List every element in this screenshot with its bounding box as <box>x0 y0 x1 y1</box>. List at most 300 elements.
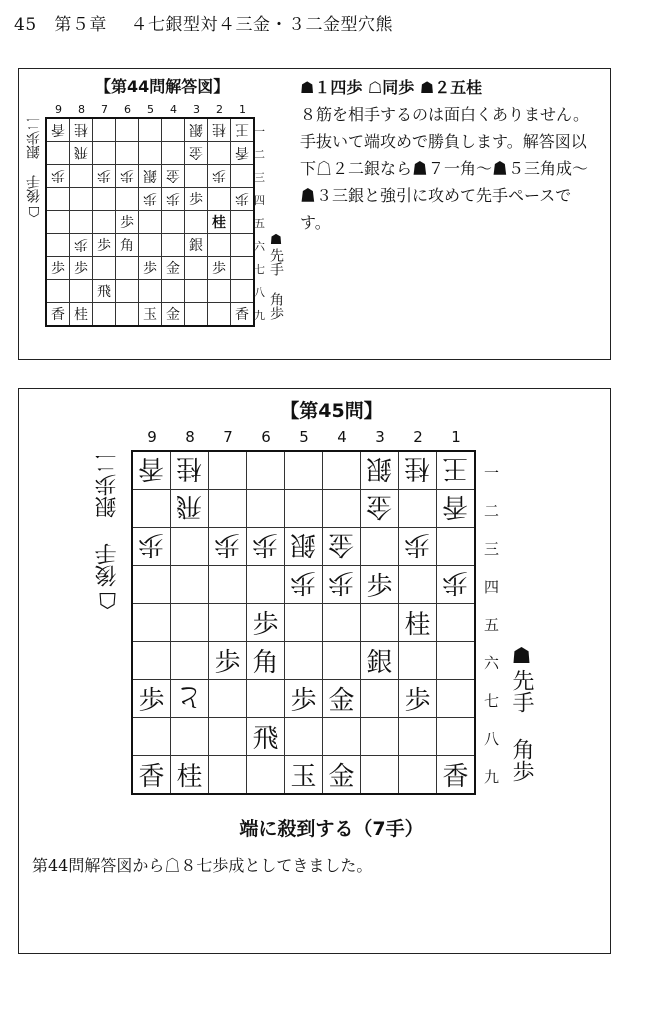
board-square <box>437 718 476 756</box>
file-label: 5 <box>147 103 154 116</box>
sente-piece: 飛 <box>97 284 111 300</box>
board-square <box>209 566 247 604</box>
gote-piece: 王 <box>442 453 469 483</box>
board-rank-row <box>132 756 475 795</box>
gote-piece: 歩 <box>252 529 279 559</box>
gote-piece: 桂 <box>74 121 88 137</box>
board-square <box>116 234 139 257</box>
gote-piece: 歩 <box>97 167 111 183</box>
board-square <box>361 642 399 680</box>
sente-piece: 飛 <box>252 724 279 754</box>
sente-piece: 歩 <box>143 261 157 277</box>
board-square <box>70 165 93 188</box>
board-square <box>46 303 70 327</box>
board-square <box>208 188 231 211</box>
board-square <box>361 490 399 528</box>
gote-piece: 歩 <box>138 529 165 559</box>
sente-mark-icon: ☗ <box>509 644 534 669</box>
sente-piece: 桂 <box>176 762 203 792</box>
rank-label: 九 <box>484 768 500 786</box>
board-square <box>70 234 93 257</box>
sente-piece: 歩 <box>212 261 226 277</box>
board-square <box>185 165 208 188</box>
problem45-intro: 第44問解答図から☖８七歩成としてきました。 <box>32 856 373 875</box>
rank-label: 三 <box>484 540 500 558</box>
answer44-gote-info <box>24 117 44 219</box>
board-rank-row <box>132 528 475 566</box>
rank-label: 九 <box>254 309 265 322</box>
file-label: 4 <box>170 103 177 116</box>
board-square <box>171 451 209 490</box>
file-label: 3 <box>375 428 385 446</box>
board-square <box>171 642 209 680</box>
gote-piece: 飛 <box>176 491 203 521</box>
board-square <box>323 756 361 795</box>
board-square <box>185 142 208 165</box>
gote-piece: 歩 <box>328 567 355 597</box>
board-square <box>185 234 208 257</box>
board-rank-row <box>46 142 254 165</box>
board-square <box>361 756 399 795</box>
gote-piece: と <box>176 681 203 711</box>
board-square <box>171 756 209 795</box>
board-square <box>208 257 231 280</box>
board-rank-row <box>46 234 254 257</box>
problem45-board <box>131 450 476 795</box>
board-square <box>247 490 285 528</box>
board-square <box>323 604 361 642</box>
board-square <box>171 604 209 642</box>
sente-piece: 香 <box>51 307 65 323</box>
rank-label: 五 <box>484 616 500 634</box>
sente-piece: 角 <box>252 648 279 678</box>
board-square <box>162 118 185 142</box>
board-square <box>437 566 476 604</box>
sente-piece: 金 <box>328 762 355 792</box>
board-square <box>231 280 255 303</box>
sente-piece: 歩 <box>290 686 317 716</box>
board-square <box>399 490 437 528</box>
board-square <box>93 118 116 142</box>
board-square <box>162 280 185 303</box>
file-label: 9 <box>55 103 62 116</box>
sente-piece: 歩 <box>138 686 165 716</box>
gote-piece: 桂 <box>176 453 203 483</box>
file-label: 1 <box>451 428 461 446</box>
board-square <box>323 680 361 718</box>
file-label: 2 <box>413 428 423 446</box>
gote-piece: 歩 <box>143 190 157 206</box>
sente-piece: 金 <box>166 307 180 323</box>
sente-piece: 香 <box>235 307 249 323</box>
rank-label: 四 <box>484 578 500 596</box>
problem45-caption: 端に殺到する（7手） <box>239 818 424 840</box>
problem45-gote-hand: 銀歩二 <box>95 452 120 518</box>
board-square <box>139 188 162 211</box>
board-square <box>399 718 437 756</box>
board-square <box>437 490 476 528</box>
board-rank-row <box>132 566 475 604</box>
gote-mark-icon: ☖ <box>95 587 120 612</box>
board-square <box>231 165 255 188</box>
board-square <box>70 118 93 142</box>
file-label: 8 <box>185 428 195 446</box>
file-label: 5 <box>299 428 309 446</box>
rank-label: 四 <box>254 194 265 207</box>
board-square <box>437 528 476 566</box>
file-label: 7 <box>223 428 233 446</box>
board-square <box>247 604 285 642</box>
gote-piece: 香 <box>442 491 469 521</box>
board-square <box>139 142 162 165</box>
board-square <box>70 188 93 211</box>
sente-piece: 金 <box>166 261 180 277</box>
gote-piece: 金 <box>166 167 180 183</box>
gote-piece: 王 <box>235 121 249 137</box>
gote-piece: 歩 <box>212 167 226 183</box>
page-header <box>14 10 393 35</box>
chapter-title: ４七銀型対４三金・３二金型穴熊 <box>130 15 393 35</box>
board-rank-row <box>132 718 475 756</box>
problem45-title: 【第45問】 <box>280 400 383 422</box>
board-square <box>93 280 116 303</box>
gote-piece: 金 <box>189 144 203 160</box>
board-rank-row <box>132 642 475 680</box>
board-square <box>323 490 361 528</box>
gote-piece: 飛 <box>74 144 88 160</box>
board-square <box>116 188 139 211</box>
board-square <box>46 234 70 257</box>
sente-piece: 香 <box>442 762 469 792</box>
board-square <box>185 280 208 303</box>
sente-piece: 歩 <box>51 261 65 277</box>
answer44-commentary: ８筋を相手するのは面白くありません。手抜いて端攻めで勝負します。解答図以下☖２二銀なら☗７一角〜☗５三角成〜☗３三銀と強引に攻めて先手ペースです。 <box>300 105 589 232</box>
gote-piece: 歩 <box>442 567 469 597</box>
sente-piece: 玉 <box>290 762 317 792</box>
board-square <box>437 756 476 795</box>
gote-piece: 銀 <box>189 121 203 137</box>
gote-piece: 銀 <box>143 167 157 183</box>
sente-piece: 桂 <box>74 307 88 323</box>
board-square <box>70 211 93 234</box>
board-square <box>247 718 285 756</box>
board-square <box>209 642 247 680</box>
gote-piece: 歩 <box>214 529 241 559</box>
sente-piece: 歩 <box>366 572 393 602</box>
board-square <box>162 257 185 280</box>
gote-piece: 歩 <box>74 236 88 252</box>
board-square <box>93 257 116 280</box>
board-square <box>46 211 70 234</box>
board-square <box>139 234 162 257</box>
board-square <box>132 718 171 756</box>
board-square <box>247 680 285 718</box>
page-number: 45 <box>14 15 37 35</box>
rank-label: 八 <box>254 286 265 299</box>
gote-piece: 歩 <box>235 190 249 206</box>
gote-piece: 香 <box>235 144 249 160</box>
board-square <box>231 118 255 142</box>
rank-label: 二 <box>254 148 265 161</box>
problem45-sente-label: 先手 <box>509 669 534 713</box>
board-square <box>208 303 231 327</box>
board-square <box>285 756 323 795</box>
board-rank-row <box>132 490 475 528</box>
rank-label: 六 <box>254 240 265 253</box>
sente-piece: 銀 <box>189 238 203 254</box>
board-square <box>70 142 93 165</box>
board-square <box>323 718 361 756</box>
gote-piece: 歩 <box>120 167 134 183</box>
board-square <box>162 188 185 211</box>
board-square <box>46 142 70 165</box>
gote-piece: 銀 <box>290 529 317 559</box>
board-square <box>208 118 231 142</box>
board-square <box>209 604 247 642</box>
rank-label: 八 <box>484 730 500 748</box>
board-square <box>93 188 116 211</box>
board-square <box>247 528 285 566</box>
sente-piece: 玉 <box>143 307 157 323</box>
board-square <box>171 566 209 604</box>
board-square <box>208 280 231 303</box>
board-square <box>231 188 255 211</box>
board-square <box>209 680 247 718</box>
answer44-board <box>45 117 255 327</box>
rank-label: 七 <box>254 263 265 276</box>
board-square <box>171 680 209 718</box>
board-square <box>139 165 162 188</box>
rank-label: 三 <box>254 171 265 184</box>
board-square <box>132 604 171 642</box>
board-square <box>116 211 139 234</box>
sente-piece: 金 <box>328 686 355 716</box>
board-square <box>208 142 231 165</box>
board-rank-row <box>132 604 475 642</box>
board-square <box>132 756 171 795</box>
board-square <box>208 211 231 234</box>
board-square <box>139 257 162 280</box>
gote-piece: 金 <box>328 529 355 559</box>
board-square <box>361 680 399 718</box>
board-square <box>139 280 162 303</box>
gote-piece: 桂 <box>212 121 226 137</box>
board-square <box>437 680 476 718</box>
board-square <box>132 490 171 528</box>
board-square <box>231 234 255 257</box>
sente-piece: 桂 <box>212 215 226 231</box>
file-label: 4 <box>337 428 347 446</box>
answer44-sente-hand: 角歩 <box>268 292 284 320</box>
board-square <box>361 451 399 490</box>
board-square <box>208 234 231 257</box>
board-square <box>171 718 209 756</box>
board-square <box>361 604 399 642</box>
answer44-title: 【第44問解答図】 <box>95 77 230 96</box>
board-square <box>139 118 162 142</box>
board-square <box>70 257 93 280</box>
sente-piece: 香 <box>138 762 165 792</box>
board-square <box>93 165 116 188</box>
board-square <box>185 211 208 234</box>
rank-label: 七 <box>484 692 500 710</box>
board-square <box>46 165 70 188</box>
chapter-label: 第５章 <box>54 15 107 35</box>
sente-mark-icon: ☗ <box>268 232 284 248</box>
answer44-sente-info <box>266 232 286 322</box>
board-square <box>399 756 437 795</box>
board-square <box>46 280 70 303</box>
gote-piece: 桂 <box>404 453 431 483</box>
board-square <box>361 566 399 604</box>
board-square <box>285 451 323 490</box>
board-square <box>285 566 323 604</box>
board-square <box>93 234 116 257</box>
board-square <box>132 566 171 604</box>
board-square <box>399 604 437 642</box>
board-rank-row <box>132 680 475 718</box>
board-square <box>93 303 116 327</box>
board-square <box>116 142 139 165</box>
file-label: 9 <box>147 428 157 446</box>
problem45-gote-label: 後手 <box>95 543 120 587</box>
answer44-solution <box>300 74 600 236</box>
board-square <box>399 451 437 490</box>
sente-piece: 銀 <box>366 648 393 678</box>
rank-label: 五 <box>254 217 265 230</box>
board-square <box>323 642 361 680</box>
board-square <box>116 165 139 188</box>
board-square <box>132 680 171 718</box>
sente-piece: 歩 <box>120 215 134 231</box>
board-square <box>323 528 361 566</box>
board-square <box>209 490 247 528</box>
board-square <box>209 451 247 490</box>
board-square <box>361 718 399 756</box>
board-square <box>247 642 285 680</box>
rank-label: 一 <box>254 125 265 138</box>
board-square <box>399 680 437 718</box>
rank-label: 六 <box>484 654 500 672</box>
board-square <box>93 211 116 234</box>
board-square <box>139 303 162 327</box>
file-label: 8 <box>78 103 85 116</box>
board-square <box>231 303 255 327</box>
board-square <box>209 528 247 566</box>
board-square <box>46 118 70 142</box>
file-label: 1 <box>239 103 246 116</box>
board-square <box>247 566 285 604</box>
gote-mark-icon: ☖ <box>26 203 42 219</box>
problem45-sente-info <box>506 644 537 804</box>
board-square <box>399 642 437 680</box>
board-square <box>247 756 285 795</box>
gote-piece: 歩 <box>51 167 65 183</box>
board-square <box>46 188 70 211</box>
board-square <box>139 211 162 234</box>
board-square <box>285 642 323 680</box>
answer44-gote-hand: 銀歩二 <box>26 117 42 159</box>
gote-piece: 銀 <box>366 453 393 483</box>
board-square <box>162 211 185 234</box>
board-rank-row <box>46 211 254 234</box>
sente-piece: 歩 <box>252 610 279 640</box>
board-square <box>231 257 255 280</box>
board-square <box>132 528 171 566</box>
board-square <box>208 165 231 188</box>
file-label: 6 <box>261 428 271 446</box>
board-square <box>162 165 185 188</box>
gote-piece: 金 <box>366 491 393 521</box>
problem45-gote-info <box>92 452 123 612</box>
sente-piece: 歩 <box>214 648 241 678</box>
board-square <box>285 490 323 528</box>
board-square <box>285 528 323 566</box>
board-square <box>46 257 70 280</box>
board-square <box>132 642 171 680</box>
gote-piece: 歩 <box>290 567 317 597</box>
board-square <box>399 566 437 604</box>
board-square <box>437 451 476 490</box>
sente-piece: 角 <box>120 238 134 254</box>
board-rank-row <box>46 257 254 280</box>
board-square <box>247 451 285 490</box>
board-square <box>93 142 116 165</box>
board-square <box>323 566 361 604</box>
board-square <box>185 118 208 142</box>
sente-piece: 歩 <box>74 261 88 277</box>
board-square <box>116 118 139 142</box>
gote-piece: 歩 <box>404 529 431 559</box>
board-rank-row <box>46 165 254 188</box>
rank-label: 二 <box>484 502 500 520</box>
board-rank-row <box>46 303 254 327</box>
board-square <box>116 257 139 280</box>
rank-label: 一 <box>484 464 500 482</box>
board-rank-row <box>132 451 475 490</box>
board-square <box>285 604 323 642</box>
board-square <box>171 490 209 528</box>
board-square <box>185 188 208 211</box>
board-square <box>132 451 171 490</box>
board-square <box>323 451 361 490</box>
board-square <box>116 280 139 303</box>
file-label: 3 <box>193 103 200 116</box>
problem45-sente-hand: 角歩 <box>509 738 534 782</box>
board-square <box>171 528 209 566</box>
board-square <box>361 528 399 566</box>
gote-piece: 香 <box>51 121 65 137</box>
board-square <box>437 642 476 680</box>
board-rank-row <box>46 188 254 211</box>
file-label: 7 <box>101 103 108 116</box>
gote-piece: 歩 <box>166 190 180 206</box>
answer44-gote-label: 後手 <box>26 175 42 203</box>
answer44-sente-label: 先手 <box>268 248 284 276</box>
board-square <box>116 303 139 327</box>
board-square <box>70 303 93 327</box>
board-square <box>162 234 185 257</box>
sente-piece: 桂 <box>404 610 431 640</box>
sente-piece: 歩 <box>189 192 203 208</box>
board-square <box>437 604 476 642</box>
board-square <box>231 142 255 165</box>
board-square <box>162 303 185 327</box>
board-rank-row <box>46 118 254 142</box>
sente-piece: 歩 <box>97 238 111 254</box>
gote-piece: 香 <box>138 453 165 483</box>
answer44-moves: ☗１四歩 ☖同歩 ☗２五桂 <box>300 78 483 97</box>
